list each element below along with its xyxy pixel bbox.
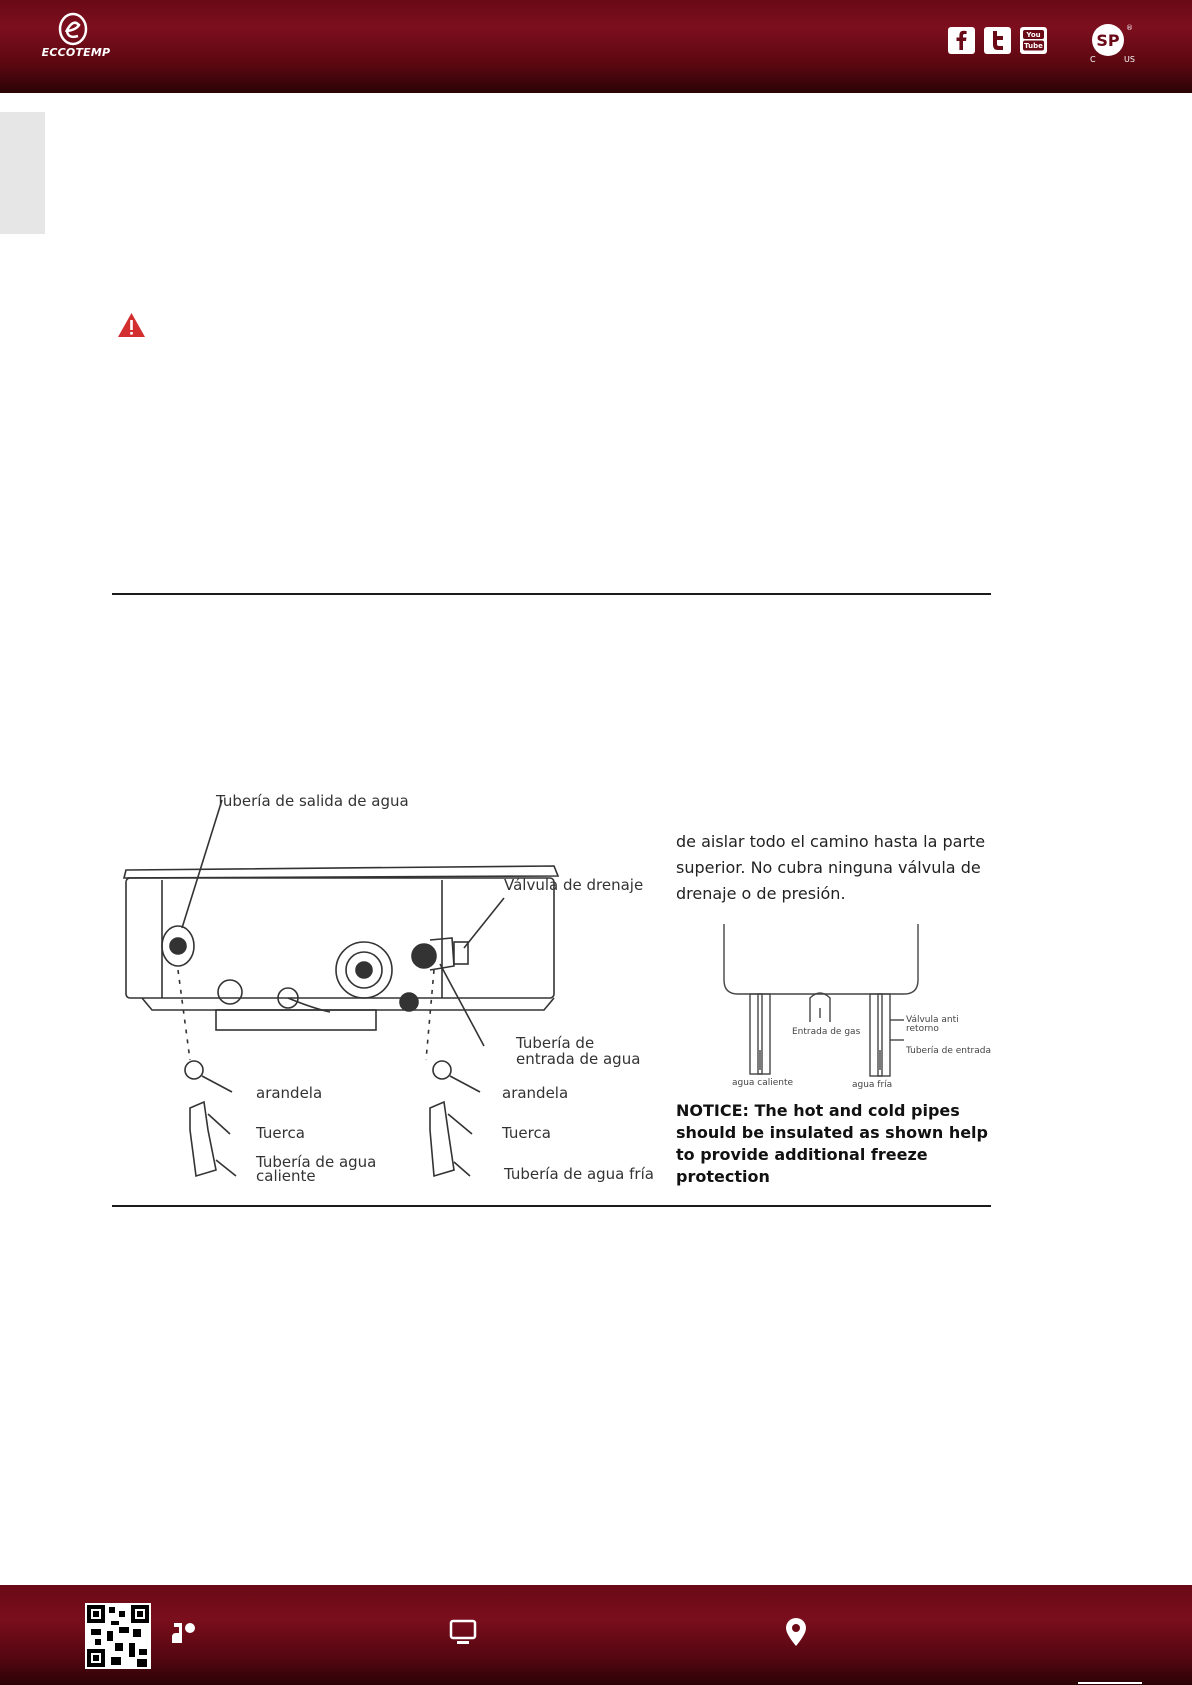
label-nut-right: Tuerca — [502, 1124, 551, 1142]
label-inlet-pipe-line1: Tubería de — [516, 1034, 595, 1052]
section-divider-bottom — [112, 1205, 991, 1207]
label-washer-left: arandela — [256, 1084, 323, 1102]
facebook-icon[interactable] — [948, 27, 975, 54]
logo-text: ECCOTEMP — [41, 46, 111, 59]
page-footer — [0, 1585, 1192, 1685]
label-inlet-pipe: Tubería de entrada — [906, 1046, 991, 1056]
phone-icon[interactable] — [168, 1619, 198, 1649]
page-header — [0, 0, 1192, 93]
label-cold-water: agua fría — [852, 1080, 893, 1090]
label-hot-pipe-line2: caliente — [256, 1167, 316, 1185]
freeze-protection-notice: NOTICE: The hot and cold pipes should be insulated as shown help to provide additional freeze protection — [676, 1101, 988, 1186]
csa-left-label: C — [1090, 55, 1096, 64]
qr-code[interactable] — [85, 1603, 151, 1669]
label-check-valve-line1: Válvula anti — [906, 1015, 959, 1025]
svg-text:®: ® — [1126, 24, 1133, 32]
csa-certification-icon — [1088, 20, 1136, 64]
monitor-icon[interactable] — [448, 1617, 478, 1647]
side-tab — [0, 112, 45, 234]
pipe-insulation-diagram — [720, 922, 1000, 1090]
eccotemp-logo[interactable] — [36, 12, 116, 64]
label-hot-water: agua caliente — [732, 1078, 794, 1088]
csa-mark: SP — [1096, 31, 1120, 50]
label-check-valve-line2: retorno — [906, 1024, 939, 1034]
label-inlet-pipe-line2: entrada de agua — [516, 1050, 641, 1068]
twitter-icon[interactable] — [984, 27, 1011, 54]
youtube-label-top: You — [1026, 31, 1041, 40]
label-cold-pipe: Tubería de agua fría — [504, 1165, 654, 1183]
footer-corner-line — [1078, 1682, 1142, 1684]
label-drain-valve: Válvula de drenaje — [504, 876, 644, 894]
label-gas-inlet: Entrada de gas — [792, 1027, 861, 1037]
label-washer-right: arandela — [502, 1084, 569, 1102]
label-nut-left: Tuerca — [256, 1124, 305, 1142]
csa-right-label: US — [1124, 55, 1135, 64]
label-hot-pipe-line1: Tubería de agua — [256, 1153, 377, 1171]
section-divider-top — [112, 593, 991, 595]
label-outlet-pipe: Tubería de salida de agua — [216, 792, 409, 810]
youtube-label-bottom: Tube — [1024, 42, 1043, 50]
logo-mark-icon — [56, 12, 90, 46]
location-pin-icon[interactable] — [781, 1617, 811, 1647]
warning-icon — [117, 312, 146, 338]
youtube-icon[interactable] — [1020, 27, 1047, 54]
insulation-paragraph: de aislar todo el camino hasta la parte superior. No cubra ninguna válvula de drenaje o de presión. — [676, 832, 986, 903]
water-heater-connection-diagram — [112, 792, 654, 1190]
